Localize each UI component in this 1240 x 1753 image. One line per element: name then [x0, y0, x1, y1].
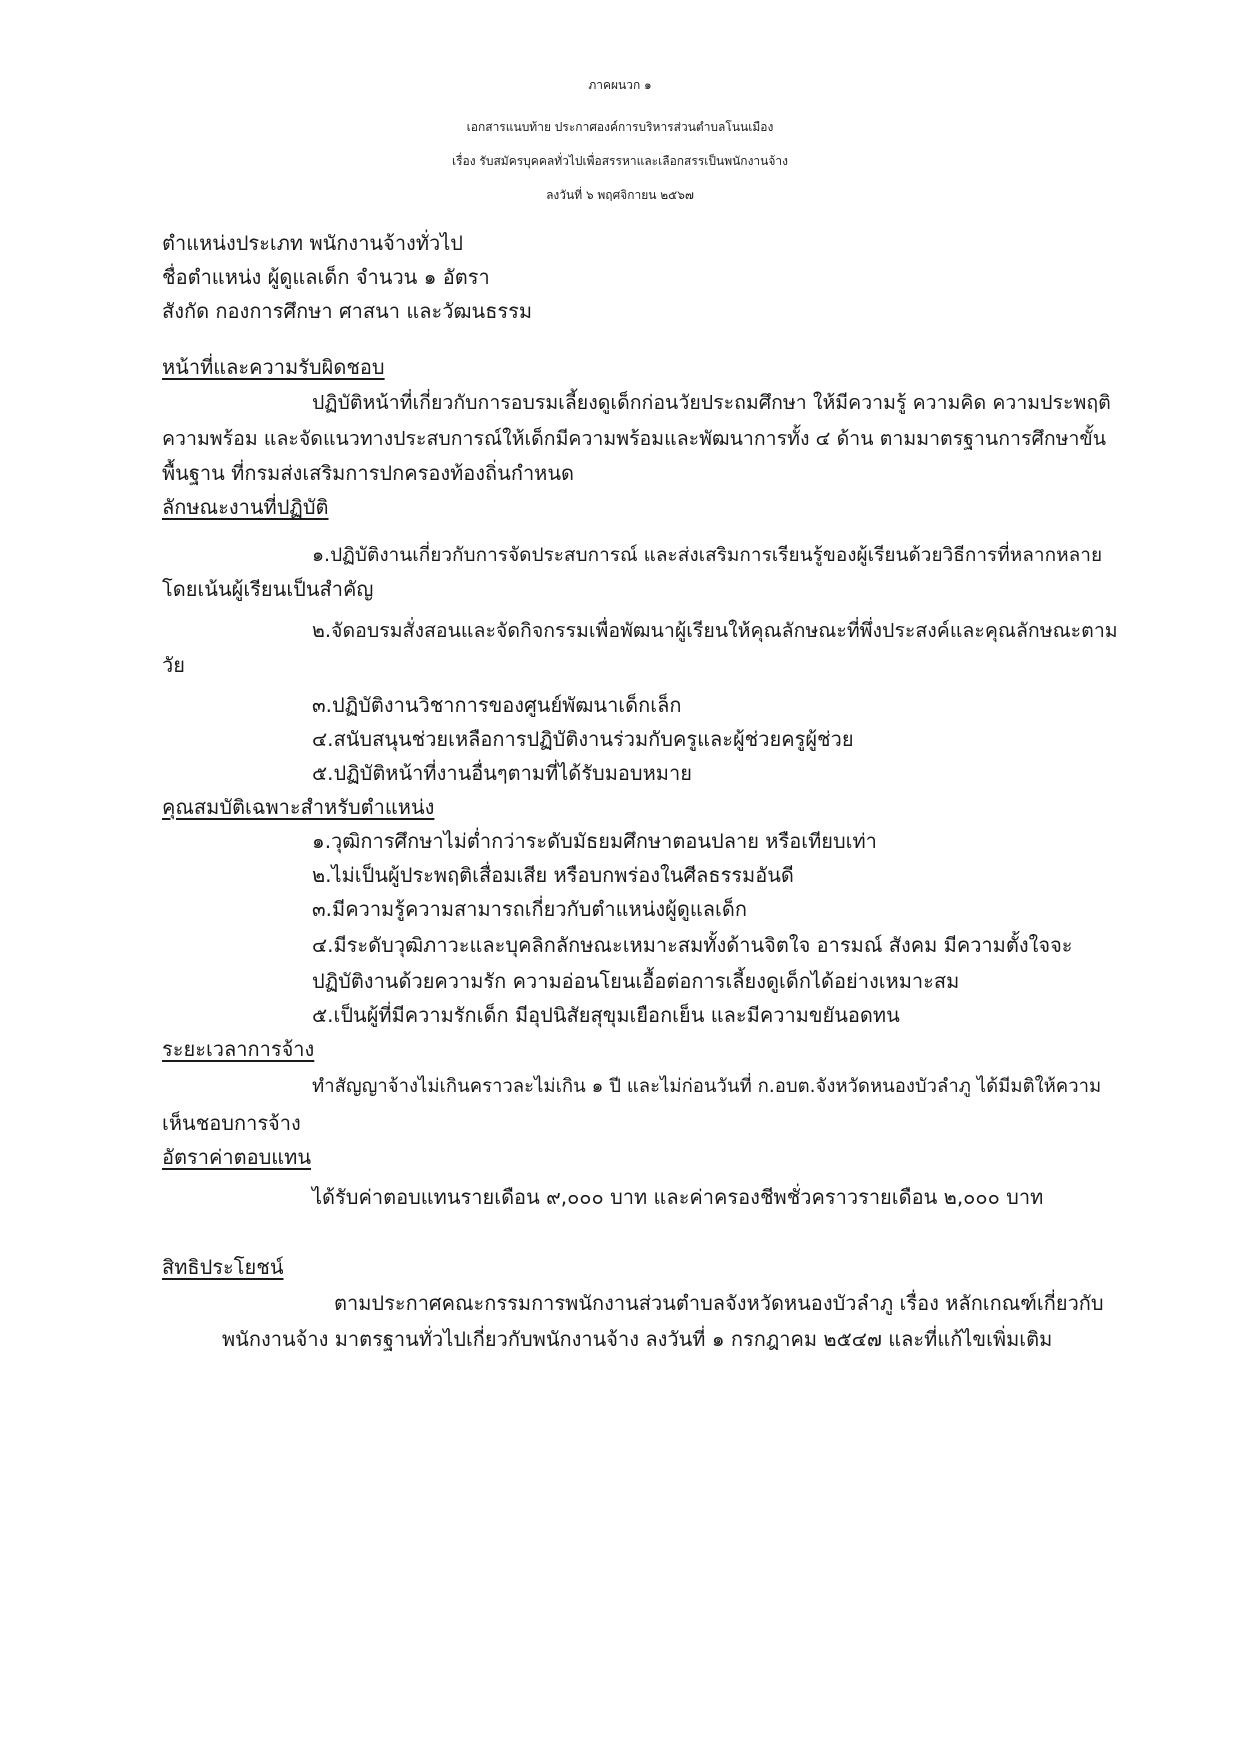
section-heading-employment-period: ระยะเวลาการจ้าง [162, 1037, 315, 1061]
qualification-item: ๓.มีความรู้ความสามารถเกี่ยวกับตำแหน่งผู้ดูแลเด็ก [312, 897, 747, 921]
benefits-line: ตามประกาศคณะกรรมการพนักงานส่วนตำบลจังหวัดหนองบัวลำภู เรื่อง หลักเกณฑ์เกี่ยวกับ [334, 1291, 1104, 1315]
position-name: ชื่อตำแหน่ง ผู้ดูแลเด็ก จำนวน ๑ อัตรา [162, 265, 490, 289]
job-nature-item: ๔.สนับสนุนช่วยเหลือการปฏิบัติงานร่วมกับครูและผู้ช่วยครูผู้ช่วย [312, 727, 854, 751]
header-line-2: เรื่อง รับสมัครบุคคลทั่วไปเพื่อสรรหาและเลือกสรรเป็นพนักงานจ้าง [451, 154, 788, 168]
document-title: ภาคผนวก ๑ [588, 78, 652, 92]
section-heading-duties: หน้าที่และความรับผิดชอบ [162, 355, 385, 379]
qualification-item: ๔.มีระดับวุฒิภาวะและบุคลิกลักษณะเหมาะสมทั้งด้านจิตใจ อารมณ์ สังคม มีความตั้งใจจะ [312, 933, 1073, 957]
section-heading-benefits: สิทธิประโยชน์ [162, 1255, 284, 1279]
section-heading-qualifications: คุณสมบัติเฉพาะสำหรับตำแหน่ง [162, 795, 435, 819]
qualification-item: ๒.ไม่เป็นผู้ประพฤติเสื่อมเสีย หรือบกพร่องในศีลธรรมอันดี [312, 863, 794, 887]
job-nature-item: วัย [162, 653, 185, 677]
position-type: ตำแหน่งประเภท พนักงานจ้างทั่วไป [162, 231, 463, 255]
employment-period-line: ทำสัญญาจ้างไม่เกินคราวละไม่เกิน ๑ ปี และไม่ก่อนวันที่ ก.อบต.จังหวัดหนองบัวลำภู ได้มีมติให้ความ [312, 1076, 1102, 1097]
job-nature-item: โดยเน้นผู้เรียนเป็นสำคัญ [162, 577, 374, 601]
section-heading-job-nature: ลักษณะงานที่ปฏิบัติ [162, 495, 329, 519]
qualification-item: ๑.วุฒิการศึกษาไม่ต่ำกว่าระดับมัธยมศึกษาตอนปลาย หรือเทียบเท่า [312, 829, 877, 853]
duties-line: ความพร้อม และจัดแนวทางประสบการณ์ให้เด็กมีความพร้อมและพัฒนาการทั้ง ๔ ด้าน ตามมาตรฐานการศึกษาขั้น [162, 427, 1107, 450]
benefits-line: พนักงานจ้าง มาตรฐานทั่วไปเกี่ยวกับพนักงานจ้าง ลงวันที่ ๑ กรกฎาคม ๒๕๔๗ และที่แก้ไขเพิ่มเติม [222, 1327, 1053, 1351]
header-date: ลงวันที่ ๖ พฤศจิกายน ๒๕๖๗ [546, 188, 694, 202]
compensation-line: ได้รับค่าตอบแทนรายเดือน ๙,๐๐๐ บาท และค่าครองชีพชั่วคราวรายเดือน ๒,๐๐๐ บาท [312, 1185, 1044, 1209]
duties-line: พื้นฐาน ที่กรมส่งเสริมการปกครองท้องถิ่นกำหนด [162, 461, 575, 485]
header-line-1: เอกสารแนบท้าย ประกาศองค์การบริหารส่วนตำบลโนนเมือง [466, 120, 774, 134]
job-nature-item: ๑.ปฏิบัติงานเกี่ยวกับการจัดประสบการณ์ และส่งเสริมการเรียนรู้ของผู้เรียนด้วยวิธีการที่หลากหลาย [312, 544, 1103, 566]
duties-line: ปฏิบัติหน้าที่เกี่ยวกับการอบรมเลี้ยงดูเด็กก่อนวัยประถมศึกษา ให้มีความรู้ ความคิด ความประพฤติ [312, 391, 1111, 414]
qualification-item: ปฏิบัติงานด้วยความรัก ความอ่อนโยนเอื้อต่อการเลี้ยงดูเด็กได้อย่างเหมาะสม [312, 969, 960, 993]
employment-period-line: เห็นชอบการจ้าง [162, 1111, 301, 1135]
section-heading-compensation: อัตราค่าตอบแทน [162, 1145, 312, 1169]
job-nature-item: ๕.ปฏิบัติหน้าที่งานอื่นๆตามที่ได้รับมอบหมาย [312, 761, 692, 785]
position-affiliation: สังกัด กองการศึกษา ศาสนา และวัฒนธรรม [162, 299, 533, 323]
job-nature-item: ๓.ปฏิบัติงานวิชาการของศูนย์พัฒนาเด็กเล็ก [312, 693, 682, 717]
job-nature-item: ๒.จัดอบรมสั่งสอนและจัดกิจกรรมเพื่อพัฒนาผู้เรียนให้คุณลักษณะที่พึ่งประสงค์และคุณลักษณะตาม [312, 619, 1118, 642]
qualification-item: ๕.เป็นผู้ที่มีความรักเด็ก มีอุปนิสัยสุขุมเยือกเย็น และมีความขยันอดทน [312, 1003, 900, 1027]
